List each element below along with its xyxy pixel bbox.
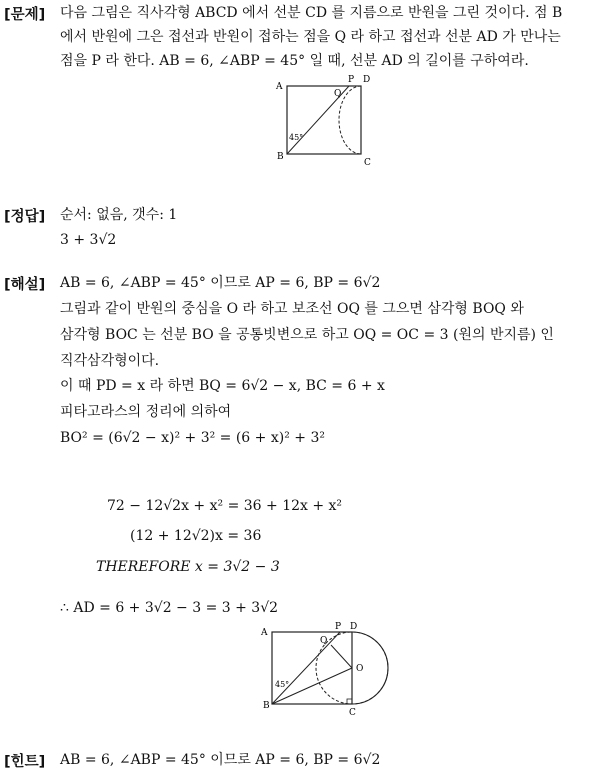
label-c: C [349, 708, 356, 718]
solution-line-5: 이 때 PD = x 라 하면 BQ = 6√2 − x, BC = 6 + x [60, 378, 385, 394]
answer-line-1: 순서: 없음, 갯수: 1 [60, 207, 178, 223]
tangent-line-bp [272, 632, 340, 704]
problem-tag: [문제] [4, 7, 46, 23]
label-p: P [335, 622, 342, 632]
rectangle-abcd [272, 632, 352, 704]
label-q: Q [334, 89, 342, 99]
segment-oq [331, 645, 352, 668]
rectangle-abcd [287, 86, 361, 154]
solution-line-3: 삼각형 BOC 는 선분 BO 을 공통빗변으로 하고 OQ = OC = 3 (원의 반지름) 인 [60, 327, 554, 343]
solution-tag: [해설] [4, 277, 46, 293]
label-a: A [276, 82, 283, 92]
equation-2: (12 + 12√2)x = 36 [130, 528, 262, 544]
equation-1: 72 − 12√2x + x² = 36 + 12x + x² [107, 498, 343, 514]
problem-line-2: 에서 반원에 그은 접선과 반원이 접하는 점을 Q 라 하고 접선과 선분 AD 가 만나는 [60, 29, 561, 45]
solution-line-4: 직각삼각형이다. [60, 353, 160, 369]
answer-tag: [정답] [4, 209, 46, 225]
equation-3: THEREFORE x = 3√2 − 3 [96, 559, 280, 575]
label-d: D [350, 622, 358, 632]
label-c: C [364, 158, 371, 168]
label-angle: 45° [289, 133, 304, 142]
solution-line-1: AB = 6, ∠ABP = 45° 이므로 AP = 6, BP = 6√2 [60, 275, 381, 291]
problem-figure [270, 72, 380, 170]
solution-line-7: BO² = (6√2 − x)² + 3² = (6 + x)² + 3² [60, 430, 325, 446]
solution-line-2: 그림과 같이 반원의 중심을 O 라 하고 보조선 OQ 를 그으면 삼각형 BOQ 와 [60, 301, 524, 317]
label-a: A [261, 628, 268, 638]
answer-value: 3 + 3√2 [60, 232, 117, 248]
solution-figure [258, 620, 393, 720]
hint-tag: [힌트] [4, 754, 46, 770]
label-d: D [363, 75, 371, 85]
problem-line-3: 점을 P 라 한다. AB = 6, ∠ABP = 45° 일 때, 선분 AD 의 길이를 구하여라. [60, 53, 529, 69]
label-q: Q [320, 636, 328, 646]
label-p: P [348, 75, 355, 85]
label-angle: 45° [275, 680, 290, 689]
solution-conclusion: ∴ AD = 6 + 3√2 − 3 = 3 + 3√2 [60, 600, 279, 616]
semicircle-arc [339, 86, 361, 154]
label-b: B [277, 152, 284, 162]
label-b: B [263, 701, 270, 711]
problem-line-1: 다음 그림은 직사각형 ABCD 에서 선분 CD 를 지름으로 반원을 그린 것이다. 점 B [60, 5, 563, 21]
solution-line-6: 피타고라스의 정리에 의하여 [60, 404, 232, 420]
hint-line-1: AB = 6, ∠ABP = 45° 이므로 AP = 6, BP = 6√2 [60, 752, 381, 768]
label-o: O [356, 664, 364, 674]
